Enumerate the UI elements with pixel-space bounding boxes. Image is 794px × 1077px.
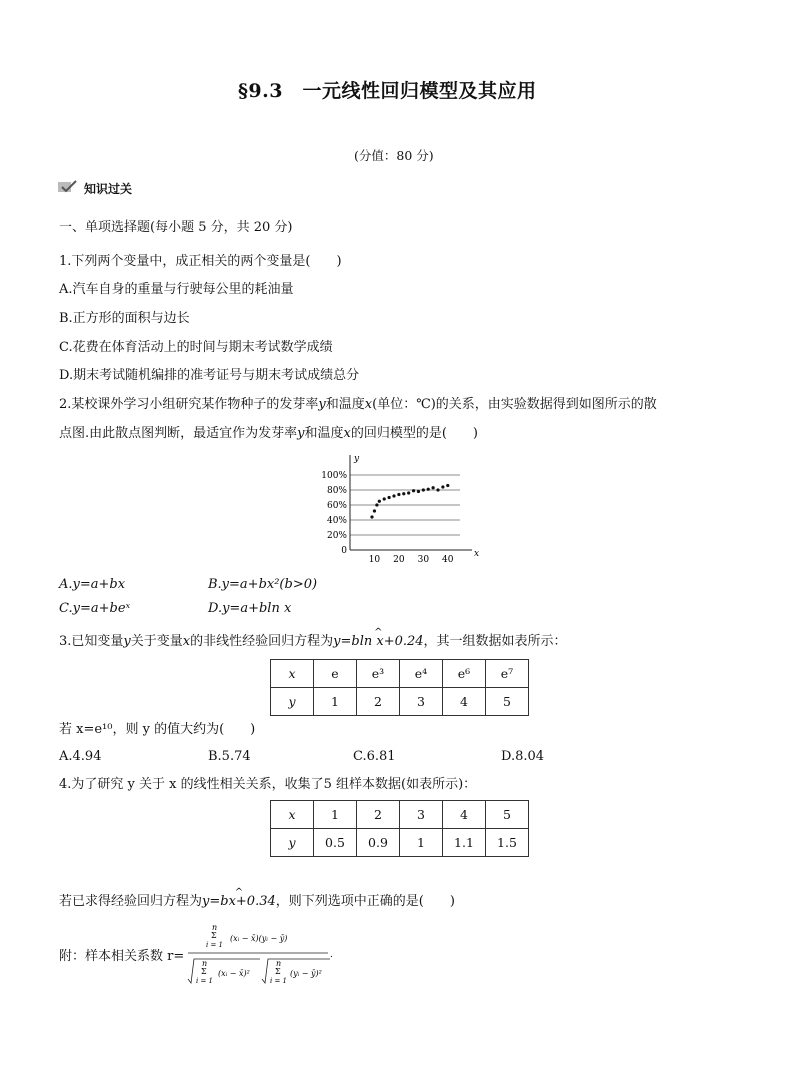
q3-table-cell: 1 <box>314 688 357 716</box>
q4-table-cell: 1.1 <box>443 829 486 857</box>
scatter-point <box>383 497 386 500</box>
q3-table <box>270 659 529 716</box>
x-tick-label: 10 <box>368 555 381 565</box>
scatter-point <box>441 485 444 488</box>
svg-text:n: n <box>276 959 282 968</box>
svg-text:n: n <box>212 923 218 932</box>
q3-table-cell: 4 <box>443 688 486 716</box>
q4-table-row <box>271 801 529 829</box>
scatter-point <box>427 488 430 491</box>
scatter-point <box>432 486 435 489</box>
svg-text:.: . <box>330 950 333 960</box>
q4-note: 附：样本相关系数 r= <box>59 949 185 964</box>
q4-table-cell: 0.5 <box>314 829 357 857</box>
scatter-point <box>373 509 376 512</box>
q4-equation: ^ y=bx+0.34 <box>202 893 276 911</box>
q1-option-d: D.期末考试随机编排的准考证号与期末考试成绩总分 <box>59 368 360 383</box>
q4-table-cell: 1.5 <box>486 829 529 857</box>
checkmark-icon <box>58 180 78 194</box>
y-tick-label: 80% <box>326 486 347 496</box>
q4-table-cell: 4 <box>443 801 486 829</box>
scatter-point <box>378 500 381 503</box>
svg-text:(yᵢ − ȳ)²: (yᵢ − ȳ)² <box>290 969 322 978</box>
q3-table-cell: e⁴ <box>400 660 443 688</box>
q2-option-c: C.y=a+beˣ <box>59 601 131 616</box>
q4-table-cell: 3 <box>400 801 443 829</box>
q4-table-cell: 0.9 <box>357 829 400 857</box>
q4-equation-line: 若已求得经验回归方程为^ y=bx+0.34，则下列选项中正确的是( ) <box>59 893 455 911</box>
score-info: (分值：80 分) <box>354 148 434 163</box>
q3-table-cell: e <box>314 660 357 688</box>
q2-stem-line1: 2.某校课外学习小组研究某作物种子的发芽率y和温度x(单位：℃)的关系，由实验数据得到如图所示的散 <box>59 397 657 412</box>
q3-option-b: B.5.74 <box>208 749 251 764</box>
svg-text:i = 1: i = 1 <box>196 977 214 985</box>
y-axis-label: y <box>354 454 360 464</box>
q3-table-cell: 5 <box>486 688 529 716</box>
scatter-point <box>397 493 400 496</box>
q1-stem: 1.下列两个变量中，成正相关的两个变量是( ) <box>59 254 342 269</box>
scatter-chart <box>300 450 490 570</box>
x-tick-label: 20 <box>393 555 405 565</box>
q4-table-cell: y <box>271 829 314 857</box>
q4-table-row <box>271 829 529 857</box>
page-title: §9.3 一元线性回归模型及其应用 <box>238 80 537 102</box>
svg-text:(xᵢ − x̄)(yᵢ − ȳ): (xᵢ − x̄)(yᵢ − ȳ) <box>230 934 288 943</box>
q3-option-c: C.6.81 <box>353 749 396 764</box>
svg-text:Σ: Σ <box>211 931 217 940</box>
q4-table-cell: 2 <box>357 801 400 829</box>
scatter-point <box>370 515 373 518</box>
scatter-point <box>446 484 449 487</box>
scatter-point <box>417 490 420 493</box>
svg-text:Σ: Σ <box>201 967 207 976</box>
q3-stem: 3.已知变量y关于变量x的非线性经验回归方程为^ y=bln x+0.24，其一组数据如表所示： <box>59 633 567 651</box>
x-axis-label: x <box>474 549 480 559</box>
section-heading: 知识过关 <box>84 182 133 196</box>
scatter-point <box>375 503 378 506</box>
q4-table <box>270 800 529 857</box>
q3-table-cell: e⁶ <box>443 660 486 688</box>
svg-text:n: n <box>202 959 208 968</box>
q3-table-cell: e⁷ <box>486 660 529 688</box>
q3-option-d: D.8.04 <box>501 749 545 764</box>
q4-table-cell: 5 <box>486 801 529 829</box>
q2-option-b: B.y=a+bx²(b>0) <box>208 577 318 592</box>
scatter-point <box>412 489 415 492</box>
q3-equation: ^ y=bln x+0.24 <box>333 633 423 651</box>
q3-table-cell: e³ <box>357 660 400 688</box>
q4-table-cell: x <box>271 801 314 829</box>
scatter-point <box>392 494 395 497</box>
q3-table-cell: 2 <box>357 688 400 716</box>
y-tick-label: 100% <box>321 471 347 481</box>
q2-stem-line2: 点图.由此散点图判断，最适宜作为发芽率y和温度x的回归模型的是( ) <box>59 426 479 441</box>
q4-table-cell: 1 <box>400 829 443 857</box>
scatter-point <box>402 492 405 495</box>
q3-table-cell: x <box>271 660 314 688</box>
svg-text:i = 1: i = 1 <box>270 977 288 985</box>
svg-text:i = 1: i = 1 <box>206 941 224 949</box>
scatter-point <box>388 496 391 499</box>
q3-table-cell: 3 <box>400 688 443 716</box>
q2-option-d: D.y=a+bln x <box>208 601 292 616</box>
part-heading: 一、单项选择题(每小题 5 分，共 20 分) <box>59 220 293 235</box>
x-tick-label: 40 <box>442 555 454 565</box>
q4-table-cell: 1 <box>314 801 357 829</box>
y-tick-label: 20% <box>326 531 347 541</box>
x-tick-label: 30 <box>417 555 430 565</box>
q3-table-cell: y <box>271 688 314 716</box>
q3-option-a: A.4.94 <box>59 749 102 764</box>
q1-option-b: B.正方形的面积与边长 <box>59 311 190 326</box>
y-tick-label: 0 <box>341 546 347 556</box>
scatter-point <box>436 488 439 491</box>
correlation-formula <box>184 921 334 993</box>
q4-stem: 4.为了研究 y 关于 x 的线性相关关系，收集了5 组样本数据(如表所示)： <box>59 777 477 792</box>
q1-option-c: C.花费在体育活动上的时间与期末考试数学成绩 <box>59 340 333 355</box>
svg-text:(xᵢ − x̄)²: (xᵢ − x̄)² <box>218 969 250 978</box>
q3-table-row <box>271 660 529 688</box>
svg-text:Σ: Σ <box>275 967 281 976</box>
scatter-point <box>422 488 425 491</box>
scatter-point <box>407 491 410 494</box>
q3-condition: 若 x=e¹⁰，则 y 的值大约为( ) <box>59 722 256 737</box>
y-tick-label: 60% <box>326 501 347 511</box>
q2-option-a: A.y=a+bx <box>59 577 126 592</box>
q3-table-row <box>271 688 529 716</box>
y-tick-label: 40% <box>326 516 347 526</box>
q1-option-a: A.汽车自身的重量与行驶每公里的耗油量 <box>59 282 294 297</box>
